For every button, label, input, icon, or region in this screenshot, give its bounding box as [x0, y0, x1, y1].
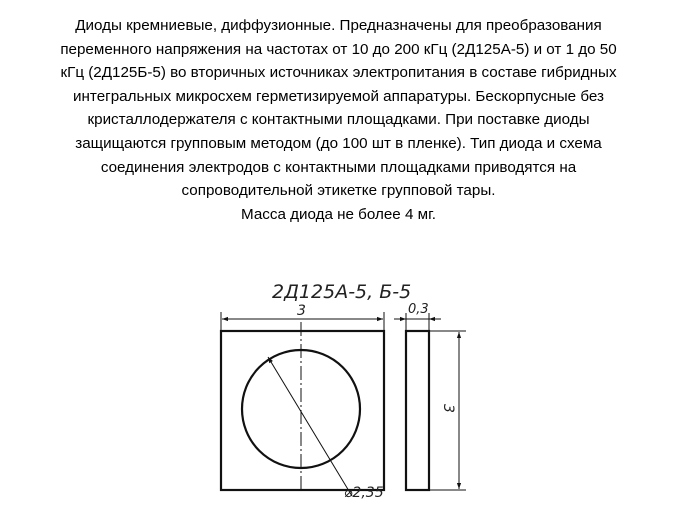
diameter-leader: [268, 357, 352, 496]
diameter-label: ⌀2,35: [344, 485, 384, 501]
description-line: соединения электродов с контактными площадками приводятся на: [100, 158, 577, 176]
description-line: Диоды кремниевые, диффузионные. Предназначены для преобразования: [75, 17, 602, 34]
width-dimension-label: 3: [297, 303, 306, 319]
description-line: кГц (2Д125Б-5) во вторичных источниках электропитания в составе гибридных: [60, 64, 617, 82]
mass-line: Масса диода не более 4 мг.: [241, 205, 436, 223]
description-line: переменного напряжения на частотах от 10 до 200 кГц (2Д125А-5) и от 1 до 50: [60, 40, 617, 58]
chip-side-view: [406, 331, 429, 490]
thickness-dimension-label: 0,3: [408, 302, 429, 317]
description-line: защищаются групповым методом (до 100 шт в пленке). Тип диода и схема: [75, 134, 602, 152]
description-line: интегральных микросхем герметизируемой аппаратуры. Бескорпусные без: [73, 87, 604, 105]
height-dimension-label: 3: [440, 404, 456, 413]
drawing-title: 2Д125А-5, Б-5: [272, 281, 412, 303]
description-line: сопроводительной этикетке групповой тары.: [181, 182, 496, 200]
description-line: кристаллодержателя с контактными площадками. При поставке диоды: [87, 111, 590, 129]
